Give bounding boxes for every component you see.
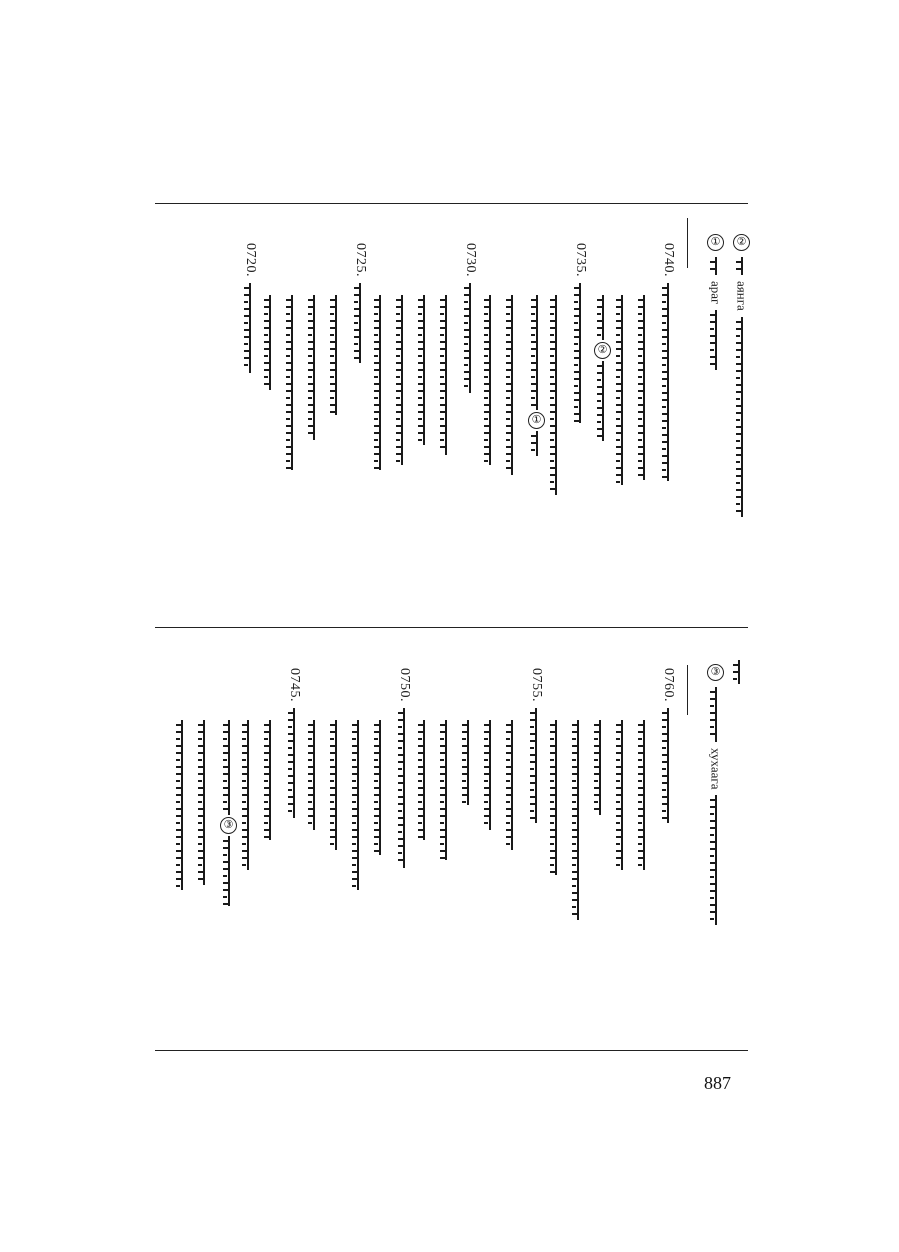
verse-col: [286, 295, 298, 470]
line-number: 0740.: [661, 243, 676, 277]
mongolian-text: [530, 708, 542, 823]
mongolian-text: [616, 720, 628, 870]
mongolian-text: [418, 720, 430, 840]
mongolian-text: [354, 283, 366, 363]
mongolian-text: [176, 720, 188, 890]
verse-col: [572, 243, 588, 423]
mongolian-text: [308, 720, 320, 830]
mongolian-text: [223, 836, 235, 906]
verse-col: [550, 720, 562, 875]
verse-col: [352, 720, 364, 890]
verse-col: [242, 243, 258, 373]
verse-col: [638, 295, 650, 480]
footnote-word: хухаага: [708, 748, 724, 790]
line-number: 0735.: [573, 243, 588, 277]
mongolian-word: [710, 257, 722, 275]
verse-col: [660, 668, 676, 823]
verse-col: [506, 720, 518, 850]
verse-col: [616, 720, 628, 870]
mongolian-text: [374, 295, 386, 470]
mongolian-text: [710, 795, 722, 925]
verse-col: [264, 295, 276, 390]
footnote-word: араг: [708, 281, 724, 305]
inline-mark: ①: [528, 412, 545, 429]
mongolian-text: [531, 431, 543, 456]
line-number: 0730.: [463, 243, 478, 277]
mongolian-text: [733, 660, 745, 684]
line-number: 0750.: [397, 668, 412, 702]
verse-col: [286, 668, 302, 818]
mongolian-text: [198, 720, 210, 885]
verse-col: [330, 720, 342, 850]
line-number: 0755.: [529, 668, 544, 702]
mongolian-text: [550, 720, 562, 875]
footnote-mark: ③: [707, 664, 724, 681]
verse-col: [396, 295, 408, 465]
footnote-col-2: [707, 232, 724, 370]
verse-col: [440, 295, 452, 455]
line-number: 0745.: [287, 668, 302, 702]
mongolian-text: [462, 720, 474, 805]
verse-col: [572, 720, 584, 920]
verse-col: [506, 295, 518, 475]
mongolian-text: [574, 283, 586, 423]
mongolian-text: [242, 720, 254, 870]
verse-col: [528, 668, 544, 823]
verse-col: [308, 295, 320, 440]
verse-col: [374, 295, 386, 470]
footnote-mark: ①: [707, 234, 724, 251]
mongolian-word: [710, 687, 722, 742]
mongolian-text: [244, 283, 256, 373]
verse-col: [242, 720, 254, 870]
verse-col: [264, 720, 276, 840]
verse-col: [638, 720, 650, 870]
verse-col: [440, 720, 452, 860]
verse-col: [418, 295, 430, 445]
line-number: 0725.: [353, 243, 368, 277]
verse-col: [462, 243, 478, 393]
mongolian-text: [662, 283, 674, 481]
mongolian-text: [531, 295, 543, 410]
mongolian-text: [398, 708, 410, 868]
verse-col: [484, 295, 496, 465]
verse-col: [594, 720, 606, 815]
footnote-separator-bottom: [687, 665, 688, 715]
mongolian-text: [223, 720, 235, 815]
page-number: 887: [704, 1073, 731, 1093]
mongolian-text: [396, 295, 408, 465]
mongolian-text: [710, 310, 722, 370]
mongolian-text: [597, 295, 609, 340]
mongolian-text: [594, 720, 606, 815]
verse-col: [330, 295, 342, 415]
mongolian-text: [506, 720, 518, 850]
footnote-separator-top: [687, 218, 688, 268]
mongolian-text: [286, 295, 298, 470]
mongolian-text: [352, 720, 364, 890]
verse-col: [352, 243, 368, 363]
footnote-col-3: [707, 662, 724, 925]
mongolian-text: [308, 295, 320, 440]
line-number: 0720.: [243, 243, 258, 277]
mongolian-text: [616, 295, 628, 485]
mongolian-text: [572, 720, 584, 920]
verse-col: [528, 295, 545, 456]
mongolian-text: [264, 720, 276, 840]
verse-col: [550, 295, 562, 495]
inline-mark: ②: [594, 342, 611, 359]
verse-col: [660, 243, 676, 481]
mongolian-text: [264, 295, 276, 390]
mongolian-text: [330, 295, 342, 415]
mongolian-text: [330, 720, 342, 850]
footnote-mark: ②: [733, 234, 750, 251]
bottom-rule: [155, 1050, 748, 1051]
mongolian-word: [736, 257, 748, 275]
mongolian-text: [484, 295, 496, 465]
mongolian-text: [597, 361, 609, 441]
mongolian-text: [484, 720, 496, 830]
verse-col: [198, 720, 210, 885]
footnote-col-1: [733, 232, 750, 517]
mongolian-text: [506, 295, 518, 475]
mongolian-text: [662, 708, 674, 823]
verse-col: [220, 720, 237, 906]
middle-rule: [155, 627, 748, 628]
mongolian-text: [638, 720, 650, 870]
mongolian-text: [440, 720, 452, 860]
verse-col: [484, 720, 496, 830]
top-rule: [155, 203, 748, 204]
verse-col: [462, 720, 474, 805]
verse-col: [418, 720, 430, 840]
verse-col: [308, 720, 320, 830]
verse-col: [176, 720, 188, 890]
mongolian-text: [374, 720, 386, 855]
verse-col: [594, 295, 611, 441]
footnote-cont: [733, 660, 745, 684]
mongolian-text: [440, 295, 452, 455]
mongolian-text: [418, 295, 430, 445]
footnote-word: аянга: [734, 281, 750, 311]
mongolian-text: [638, 295, 650, 480]
mongolian-text: [736, 317, 748, 517]
line-number: 0760.: [661, 668, 676, 702]
mongolian-text: [288, 708, 300, 818]
verse-col: [374, 720, 386, 855]
mongolian-text: [464, 283, 476, 393]
inline-mark: ③: [220, 817, 237, 834]
verse-col: [616, 295, 628, 485]
verse-col: [396, 668, 412, 868]
mongolian-text: [550, 295, 562, 495]
